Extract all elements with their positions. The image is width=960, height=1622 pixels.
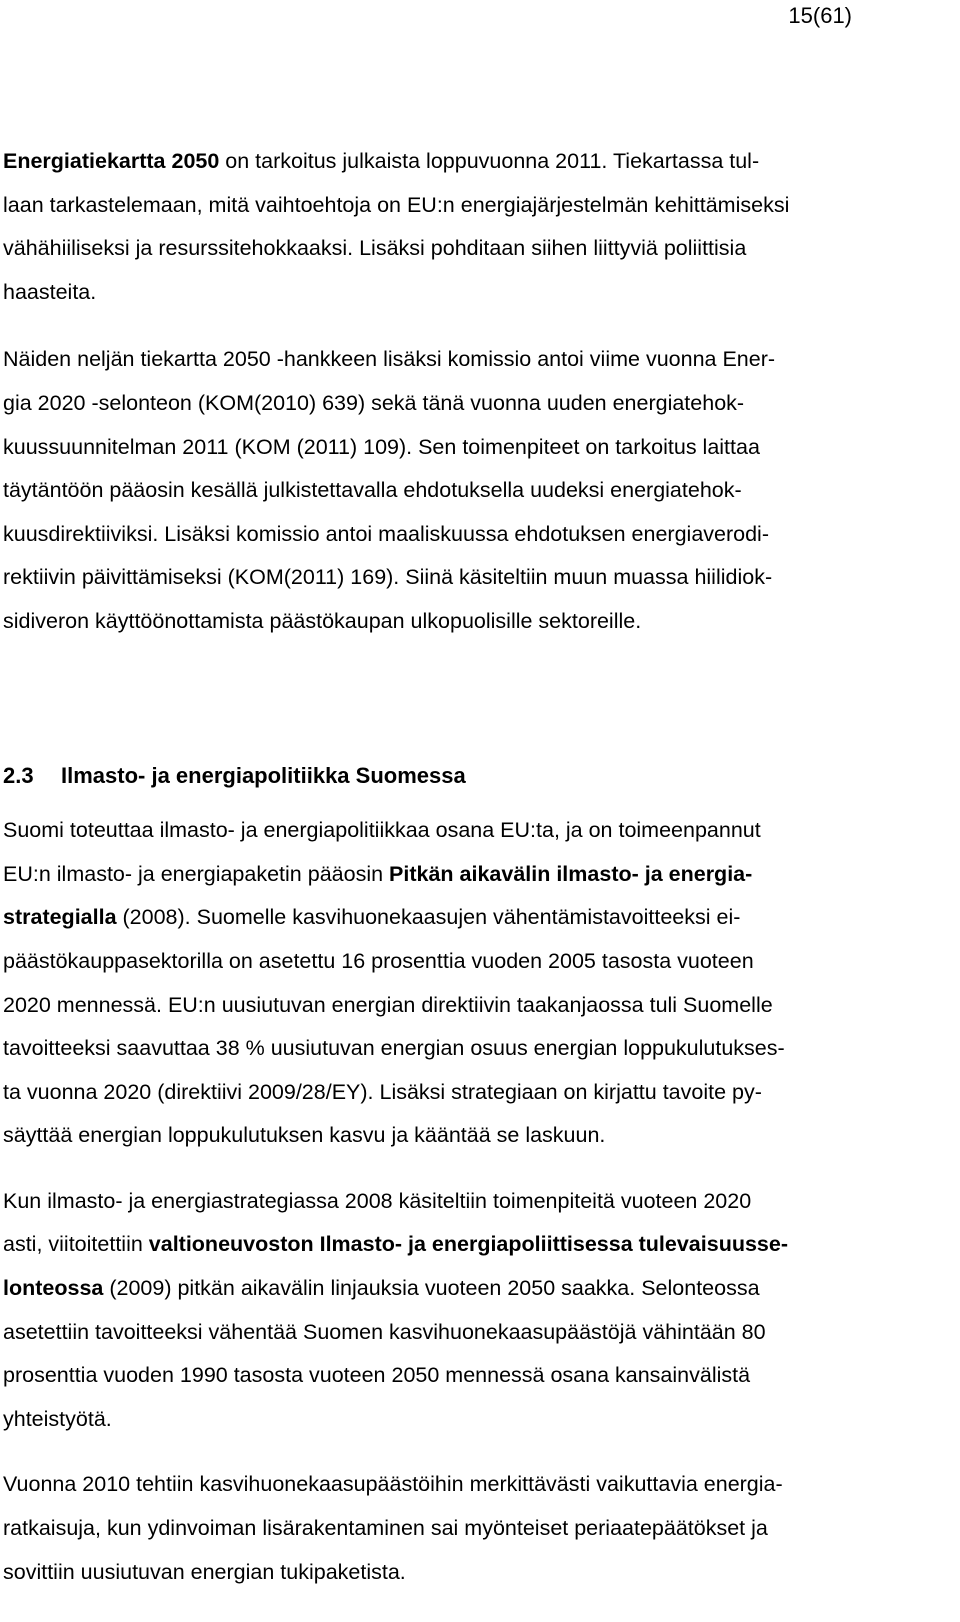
text-line: vähähiiliseksi ja resurssitehokkaaksi. Lisäksi pohditaan siihen liittyviä poliittisia: [3, 236, 747, 261]
bold-term: Pitkän aikavälin ilmasto- ja energia-: [389, 861, 753, 886]
text-line: kuussuunnitelman 2011 (KOM (2011) 109). Sen toimenpiteet on tarkoitus laittaa: [3, 434, 760, 459]
text-span: (2008). Suomelle kasvihuonekaasujen vähentämistavoitteeksi ei-: [116, 905, 741, 930]
paragraph-2010-decisions: [3, 1463, 908, 1594]
text-line: ratkaisuja, kun ydinvoiman lisärakentaminen sai myönteiset periaatepäätökset ja: [3, 1516, 768, 1541]
bold-term: strategialla: [3, 905, 117, 930]
bold-term: Energiatiekartta 2050: [3, 149, 220, 173]
text-line: Kun ilmasto- ja energiastrategiassa 2008 käsiteltiin toimenpiteitä vuoteen 2020: [3, 1188, 752, 1213]
text-span: on tarkoitus julkaista loppuvuonna 2011. Tiekartassa tul-: [219, 149, 760, 173]
text-line: haasteita.: [3, 279, 97, 304]
text-line: Vuonna 2010 tehtiin kasvihuonekaasupäästöihin merkittävästi vaikuttavia energia-: [3, 1472, 783, 1497]
text-line: 2020 mennessä. EU:n uusiutuvan energian direktiivin taakanjaossa tuli Suomelle: [3, 992, 773, 1017]
text-line: ta vuonna 2020 (direktiivi 2009/28/EY). Lisäksi strategiaan on kirjattu tavoite py-: [3, 1079, 762, 1104]
text-span: (2009) pitkän aikavälin linjauksia vuoteen 2050 saakka. Selonteossa: [103, 1276, 760, 1301]
text-line: Suomi toteuttaa ilmasto- ja energiapolitiikkaa osana EU:ta, ja on toimeenpannut: [3, 818, 761, 843]
text-line: [3, 1267, 908, 1311]
text-line: Näiden neljän tiekartta 2050 -hankkeen lisäksi komissio antoi viime vuonna Ener-: [3, 347, 776, 372]
text-line: rektiivin päivittämiseksi (KOM(2011) 169). Siinä käsiteltiin muun muassa hiilidiok-: [3, 565, 773, 590]
text-line: tavoitteeksi saavuttaa 38 % uusiutuvan energian osuus energian loppukulutukses-: [3, 1036, 785, 1061]
text-line: yhteistyötä.: [3, 1406, 112, 1431]
section-heading: [3, 754, 908, 798]
text-line: [3, 853, 908, 897]
paragraph-finland-policy: [3, 809, 908, 1158]
text-line: gia 2020 -selonteon (KOM(2010) 639) sekä tänä vuonna uuden energiatehok-: [3, 390, 745, 415]
text-line: säyttää energian loppukulutuksen kasvu ja kääntää se laskuun.: [3, 1123, 606, 1148]
text-span: asti, viitoitettiin: [3, 1232, 149, 1257]
page-number: 15(61): [788, 3, 852, 28]
text-line: sidiveron käyttöönottamista päästökaupan ulkopuolisille sektoreille.: [3, 608, 642, 633]
text-line: [3, 140, 908, 184]
text-line: [3, 1223, 908, 1267]
text-line: päästökauppasektorilla on asetettu 16 prosenttia vuoden 2005 tasosta vuoteen: [3, 948, 754, 973]
text-line: sovittiin uusiutuvan energian tukipaketista.: [3, 1559, 406, 1584]
text-line: laan tarkastelemaan, mitä vaihtoehtoja on EU:n energiajärjestelmän kehittämiseksi: [3, 192, 790, 217]
paragraph-energy-roadmap: [3, 140, 908, 314]
section-number: 2.3: [3, 762, 34, 788]
text-line: [3, 896, 908, 940]
text-line: prosenttia vuoden 1990 tasosta vuoteen 2050 mennessä osana kansainvälistä: [3, 1363, 751, 1388]
paragraph-government-report: [3, 1180, 908, 1442]
section-title: Ilmasto- ja energiapolitiikka Suomessa: [61, 762, 466, 788]
bold-term: lonteossa: [3, 1276, 104, 1301]
text-line: kuusdirektiiviksi. Lisäksi komissio antoi maaliskuussa ehdotuksen energiaverodi-: [3, 521, 769, 546]
paragraph-commission-initiatives: [3, 338, 908, 643]
bold-term: valtioneuvoston Ilmasto- ja energiapoliittisessa tulevaisuusse-: [148, 1232, 788, 1257]
text-line: asetettiin tavoitteeksi vähentää Suomen kasvihuonekaasupäästöjä vähintään 80: [3, 1319, 766, 1344]
text-span: EU:n ilmasto- ja energiapaketin pääosin: [3, 861, 390, 886]
document-body: [3, 140, 908, 1594]
text-line: täytäntöön pääosin kesällä julkistettavalla ehdotuksella uudeksi energiatehok-: [3, 478, 742, 503]
